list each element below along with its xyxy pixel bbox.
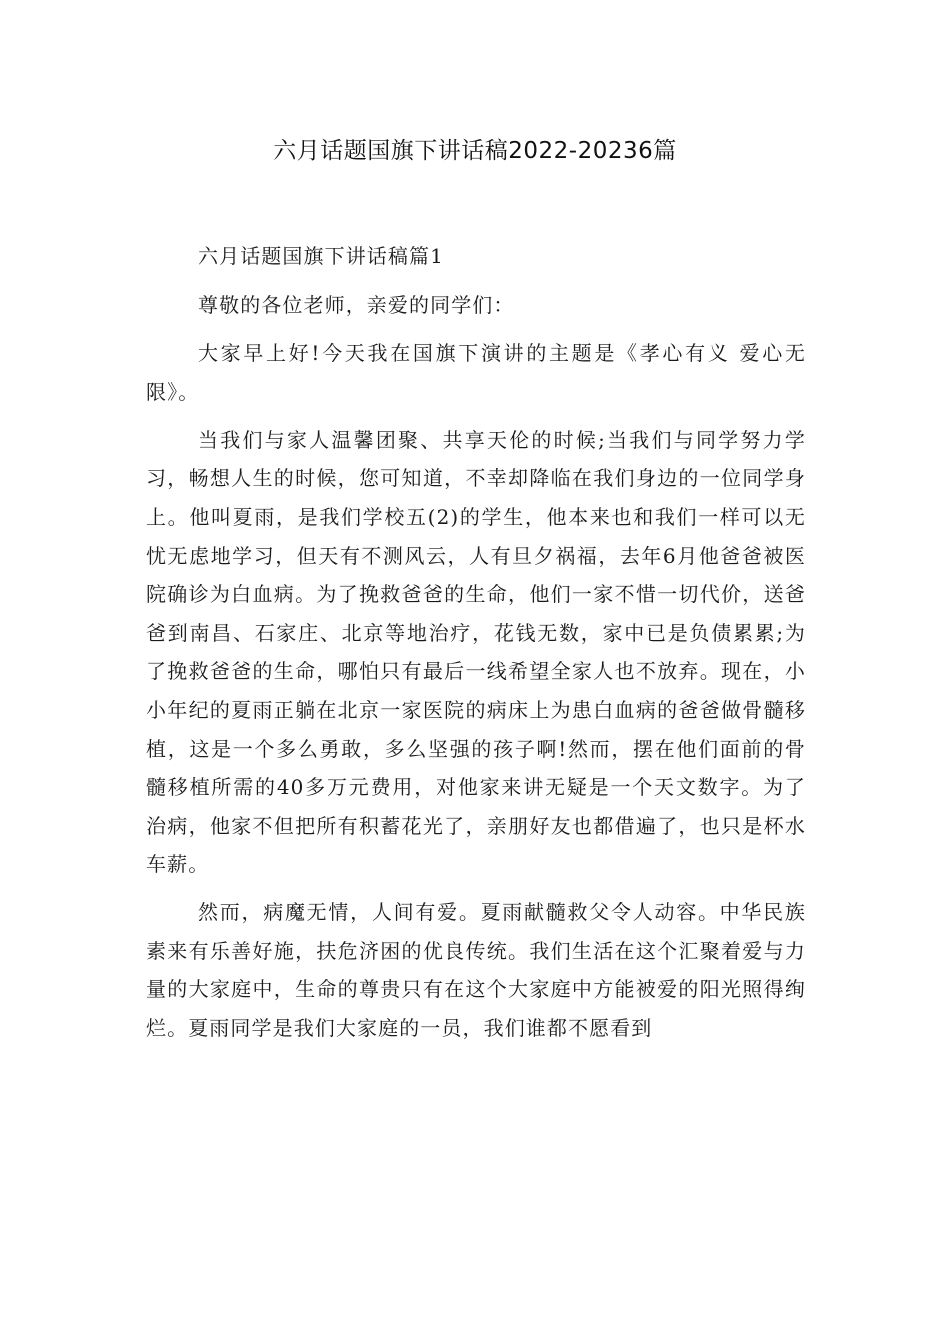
body-paragraph-1: 当我们与家人温馨团聚、共享天伦的时候;当我们与同学努力学习，畅想人生的时候，您可知道，不幸却降临在我们身边的一位同学身上。他叫夏雨，是我们学校五(2)的学生，他本来也和我们一样可以无忧无虑地学习，但天有不测风云，人有旦夕祸福，去年6月他爸爸被医院确诊为白血病。为了挽救爸爸的生命，他们一家不惜一切代价，送爸爸到南昌、石家庄、北京等地治疗，花钱无数，家中已是负债累累;为了挽救爸爸的生命，哪怕只有最后一线希望全家人也不放弃。现在，小小年纪的夏雨正躺在北京一家医院的病床上为患白血病的爸爸做骨髓移植，这是一个多么勇敢，多么坚强的孩子啊!然而，摆在他们面前的骨髓移植所需的40多万元费用，对他家来讲无疑是一个天文数字。为了治病，他家不但把所有积蓄花光了，亲朋好友也都借遍了，也只是杯水车薪。	[146, 427, 806, 877]
section-heading: 六月话题国旗下讲话稿篇1	[198, 244, 444, 268]
document-title: 六月话题国旗下讲话稿2022-20236篇	[273, 138, 677, 164]
opening-paragraph: 大家早上好!今天我在国旗下演讲的主题是《孝心有义 爱心无限》。	[146, 341, 806, 404]
body-paragraph-2: 然而，病魔无情，人间有爱。夏雨献髓救父令人动容。中华民族素来有乐善好施，扶危济困的优良传统。我们生活在这个汇聚着爱与力量的大家庭中，生命的尊贵只有在这个大家庭中方能被爱的阳光照得绚烂。夏雨同学是我们大家庭的一员，我们谁都不愿看到	[146, 900, 806, 1041]
salutation-paragraph: 尊敬的各位老师，亲爱的同学们：	[198, 292, 515, 317]
document-body	[146, 237, 806, 1057]
